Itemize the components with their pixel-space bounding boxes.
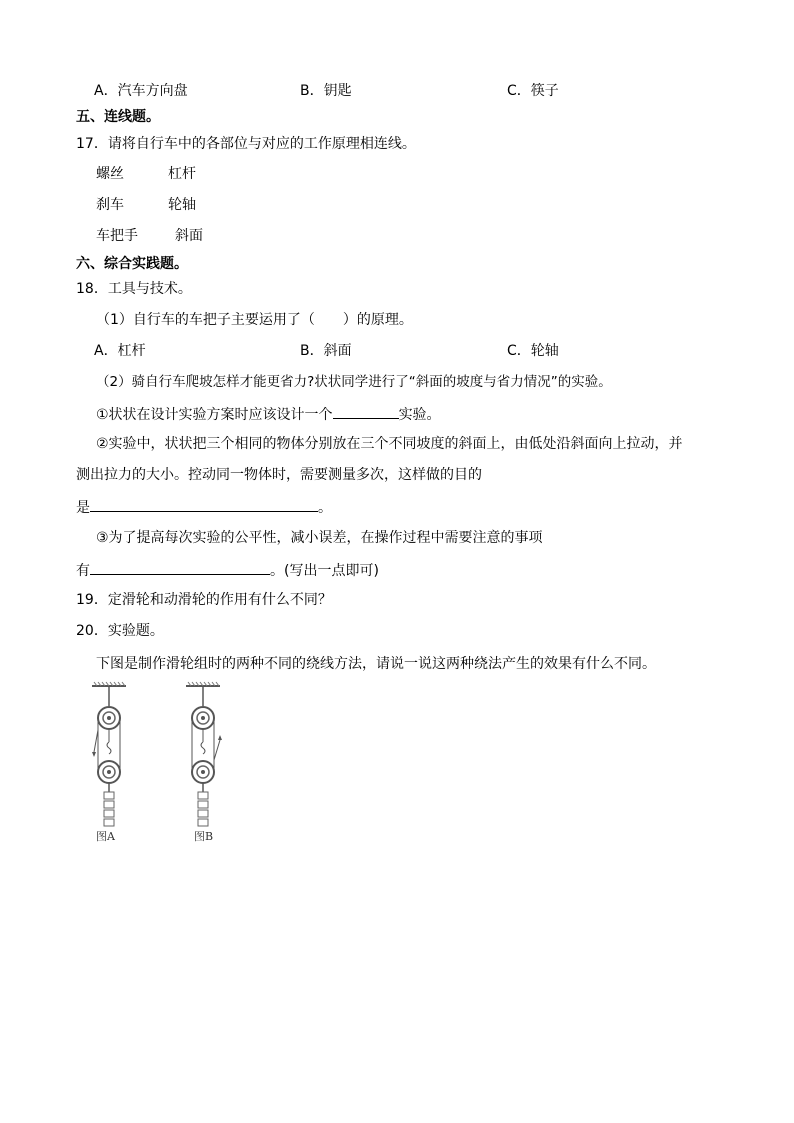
q18-item2-line2: 测出拉力的大小。控动同一物体时，需要测量多次，这样做的目的 bbox=[76, 467, 482, 483]
q18-option-b: B．斜面 bbox=[300, 343, 352, 359]
q17-stem: 17．请将自行车中的各部位与对应的工作原理相连线。 bbox=[76, 136, 416, 152]
q18-option-c: C．轮轴 bbox=[507, 343, 559, 359]
q18-item2-line3 bbox=[76, 497, 332, 517]
q18-item2-text-end: 。 bbox=[318, 500, 332, 516]
q18-item3-text: 有 bbox=[76, 563, 90, 579]
answer-blank[interactable] bbox=[90, 497, 318, 512]
section-5-title: 五、连线题。 bbox=[76, 109, 160, 125]
q17-part: 螺丝 bbox=[96, 166, 124, 182]
q17-part: 刹车 bbox=[96, 197, 124, 213]
pulley-system-b-icon bbox=[186, 682, 222, 826]
q19-stem: 19．定滑轮和动滑轮的作用有什么不同？ bbox=[76, 592, 332, 608]
q18-sub1: （1）自行车的车把子主要运用了（ ）的原理。 bbox=[96, 312, 413, 328]
pulley-system-a-icon bbox=[92, 682, 126, 826]
q18-item3-line2 bbox=[76, 560, 379, 580]
q17-principle: 斜面 bbox=[175, 228, 203, 244]
q17-principle: 轮轴 bbox=[168, 197, 196, 213]
q16-option-a: A．汽车方向盘 bbox=[94, 83, 188, 99]
q18-item1 bbox=[96, 404, 441, 424]
q20-desc: 下图是制作滑轮组时的两种不同的绕线方法，请说一说这两种绕法产生的效果有什么不同。 bbox=[96, 656, 656, 672]
q18-item1-text: ①状状在设计实验方案时应该设计一个 bbox=[96, 407, 333, 423]
q17-principle: 杠杆 bbox=[168, 166, 196, 182]
q16-option-b: B．钥匙 bbox=[300, 83, 352, 99]
q17-part: 车把手 bbox=[96, 228, 138, 244]
q20-stem: 20．实验题。 bbox=[76, 623, 164, 639]
q18-item3-line1: ③为了提高每次实验的公平性，减小误差，在操作过程中需要注意的事项 bbox=[96, 530, 543, 546]
q18-item2-text: 是 bbox=[76, 500, 90, 516]
q16-option-c: C．筷子 bbox=[507, 83, 559, 99]
figure-a-label: 图A bbox=[96, 830, 115, 843]
answer-blank[interactable] bbox=[90, 560, 270, 575]
section-6-title: 六、综合实践题。 bbox=[76, 256, 188, 272]
q18-item1-text-end: 实验。 bbox=[398, 407, 441, 423]
figure-b-label: 图B bbox=[194, 830, 214, 843]
q18-item2-line1: ②实验中，状状把三个相同的物体分别放在三个不同坡度的斜面上，由低处沿斜面向上拉动，并 bbox=[96, 436, 683, 452]
pulley-figures bbox=[84, 680, 244, 850]
answer-blank[interactable] bbox=[333, 404, 399, 419]
q18-stem: 18．工具与技术。 bbox=[76, 281, 192, 297]
q18-option-a: A．杠杆 bbox=[94, 343, 146, 359]
q18-item3-text-end: 。(写出一点即可) bbox=[270, 563, 379, 579]
q18-sub2: （2）骑自行车爬坡怎样才能更省力?状状同学进行了“斜面的坡度与省力情况”的实验。 bbox=[96, 374, 612, 390]
